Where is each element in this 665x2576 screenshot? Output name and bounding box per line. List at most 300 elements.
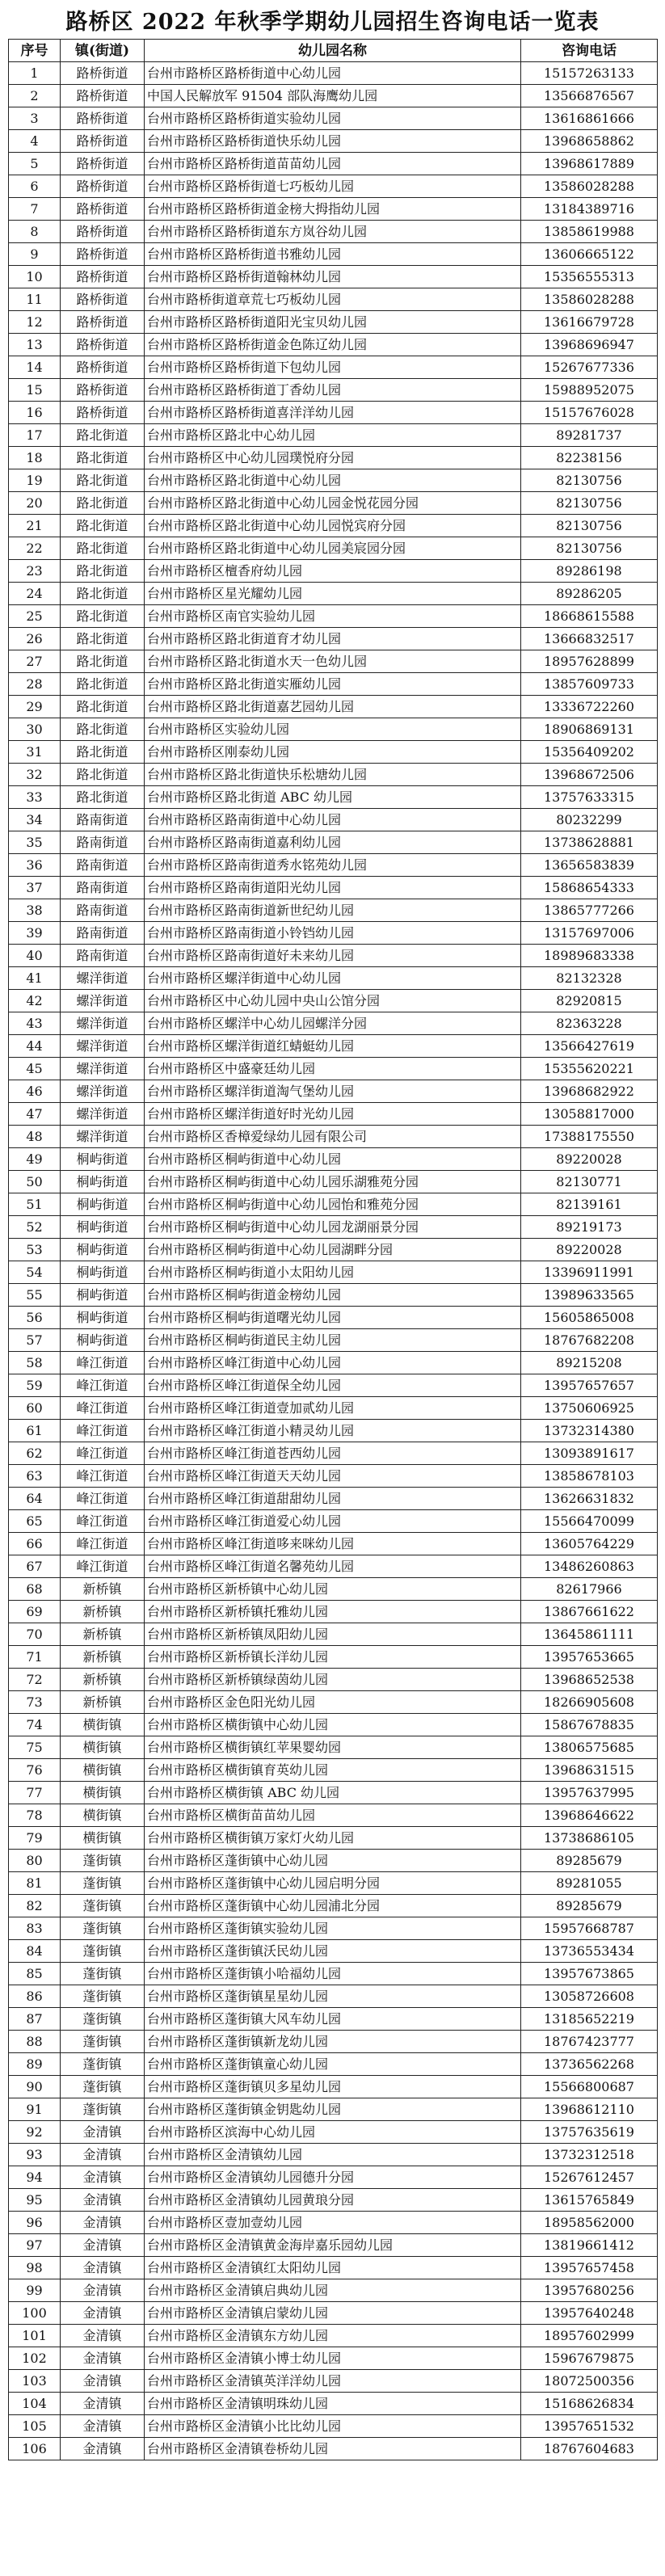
town-cell: 峰江街道 bbox=[61, 1374, 145, 1397]
town-cell: 峰江街道 bbox=[61, 1465, 145, 1488]
row-index: 39 bbox=[9, 922, 61, 945]
kindergarten-name-cell: 台州市路桥区路南街道好未来幼儿园 bbox=[145, 945, 521, 967]
row-index: 25 bbox=[9, 605, 61, 628]
town-cell: 路桥街道 bbox=[61, 266, 145, 288]
town-cell: 螺洋街道 bbox=[61, 1035, 145, 1058]
table-row bbox=[9, 243, 658, 266]
row-index: 8 bbox=[9, 221, 61, 243]
phone-cell: 18266905608 bbox=[521, 1691, 658, 1714]
town-cell: 桐屿街道 bbox=[61, 1193, 145, 1216]
table-row bbox=[9, 1239, 658, 1261]
kindergarten-name-cell: 台州市路桥区星光耀幼儿园 bbox=[145, 583, 521, 605]
kindergarten-name-cell: 台州市路桥区新桥镇长洋幼儿园 bbox=[145, 1646, 521, 1669]
phone-cell: 17388175550 bbox=[521, 1126, 658, 1148]
town-cell: 横街镇 bbox=[61, 1804, 145, 1827]
row-index: 24 bbox=[9, 583, 61, 605]
row-index: 40 bbox=[9, 945, 61, 967]
town-cell: 路北街道 bbox=[61, 786, 145, 809]
kindergarten-name-cell: 台州市路桥区横街镇红苹果婴幼园 bbox=[145, 1736, 521, 1759]
kindergarten-name-cell: 台州市路桥区中盛豪廷幼儿园 bbox=[145, 1058, 521, 1080]
phone-cell: 13968617889 bbox=[521, 153, 658, 175]
phone-cell: 80232299 bbox=[521, 809, 658, 831]
row-index: 15 bbox=[9, 379, 61, 402]
phone-cell: 89286198 bbox=[521, 560, 658, 583]
phone-cell: 13486260863 bbox=[521, 1555, 658, 1578]
row-index: 79 bbox=[9, 1827, 61, 1850]
town-cell: 路桥街道 bbox=[61, 243, 145, 266]
table-row bbox=[9, 2279, 658, 2302]
phone-cell: 13819661412 bbox=[521, 2234, 658, 2257]
table-row bbox=[9, 1442, 658, 1465]
phone-cell: 15356409202 bbox=[521, 741, 658, 764]
row-index: 35 bbox=[9, 831, 61, 854]
phone-cell: 13606665122 bbox=[521, 243, 658, 266]
row-index: 78 bbox=[9, 1804, 61, 1827]
town-cell: 路桥街道 bbox=[61, 107, 145, 130]
kindergarten-name-cell: 台州市路桥区路北街道嘉艺园幼儿园 bbox=[145, 696, 521, 718]
town-cell: 横街镇 bbox=[61, 1827, 145, 1850]
row-index: 34 bbox=[9, 809, 61, 831]
kindergarten-name-cell: 台州市路桥区桐屿街道中心幼儿园乐湖雅苑分园 bbox=[145, 1171, 521, 1193]
town-cell: 路桥街道 bbox=[61, 153, 145, 175]
town-cell: 路北街道 bbox=[61, 650, 145, 673]
row-index: 60 bbox=[9, 1397, 61, 1420]
phone-cell: 13968631515 bbox=[521, 1759, 658, 1782]
kindergarten-name-cell: 台州市路桥区金清镇东方幼儿园 bbox=[145, 2325, 521, 2347]
kindergarten-name-cell: 台州市路桥区蓬街镇大风车幼儿园 bbox=[145, 2008, 521, 2031]
kindergarten-name-cell: 台州市路桥区峰江街道保全幼儿园 bbox=[145, 1374, 521, 1397]
kindergarten-name-cell: 台州市路桥区新桥镇凤阳幼儿园 bbox=[145, 1623, 521, 1646]
town-cell: 路南街道 bbox=[61, 945, 145, 967]
town-cell: 横街镇 bbox=[61, 1736, 145, 1759]
kindergarten-name-cell: 台州市路桥区金清镇幼儿园德升分园 bbox=[145, 2166, 521, 2189]
phone-cell: 13968672506 bbox=[521, 764, 658, 786]
phone-cell: 18767423777 bbox=[521, 2031, 658, 2053]
kindergarten-name-cell: 台州市路桥区路北街道中心幼儿园金悦花园分园 bbox=[145, 492, 521, 515]
kindergarten-name-cell: 台州市路桥区桐屿街道民主幼儿园 bbox=[145, 1329, 521, 1352]
table-row bbox=[9, 877, 658, 899]
row-index: 53 bbox=[9, 1239, 61, 1261]
town-cell: 蓬街镇 bbox=[61, 2031, 145, 2053]
row-index: 1 bbox=[9, 62, 61, 85]
table-row bbox=[9, 1352, 658, 1374]
table-row bbox=[9, 967, 658, 990]
phone-cell: 13968612110 bbox=[521, 2098, 658, 2121]
kindergarten-name-cell: 台州市路桥区中心幼儿园中央山公馆分园 bbox=[145, 990, 521, 1012]
kindergarten-name-cell: 台州市路桥区蓬街镇金钥匙幼儿园 bbox=[145, 2098, 521, 2121]
table-row bbox=[9, 854, 658, 877]
row-index: 57 bbox=[9, 1329, 61, 1352]
kindergarten-name-cell: 台州市路桥区路南街道中心幼儿园 bbox=[145, 809, 521, 831]
kindergarten-name-cell: 台州市路桥区金清镇小比比幼儿园 bbox=[145, 2415, 521, 2438]
table-row bbox=[9, 1850, 658, 1872]
phone-cell: 15605865008 bbox=[521, 1307, 658, 1329]
phone-cell: 89281055 bbox=[521, 1872, 658, 1895]
kindergarten-name-cell: 台州市路桥街道章荒七巧板幼儿园 bbox=[145, 288, 521, 311]
kindergarten-name-cell: 台州市路桥区新桥镇托雅幼儿园 bbox=[145, 1601, 521, 1623]
phone-cell: 13656583839 bbox=[521, 854, 658, 877]
town-cell: 路南街道 bbox=[61, 899, 145, 922]
table-row bbox=[9, 1963, 658, 1985]
town-cell: 路桥街道 bbox=[61, 379, 145, 402]
row-index: 77 bbox=[9, 1782, 61, 1804]
town-cell: 蓬街镇 bbox=[61, 2098, 145, 2121]
town-cell: 蓬街镇 bbox=[61, 2008, 145, 2031]
table-row bbox=[9, 990, 658, 1012]
phone-cell: 89286205 bbox=[521, 583, 658, 605]
kindergarten-name-cell: 台州市路桥区峰江街道苍西幼儿园 bbox=[145, 1442, 521, 1465]
phone-cell: 13750606925 bbox=[521, 1397, 658, 1420]
town-cell: 路南街道 bbox=[61, 854, 145, 877]
table-row bbox=[9, 334, 658, 356]
town-cell: 路北街道 bbox=[61, 605, 145, 628]
phone-cell: 13586028288 bbox=[521, 288, 658, 311]
phone-cell: 13957637995 bbox=[521, 1782, 658, 1804]
kindergarten-name-cell: 台州市路桥区螺洋街道中心幼儿园 bbox=[145, 967, 521, 990]
town-cell: 金清镇 bbox=[61, 2393, 145, 2415]
kindergarten-name-cell: 台州市路桥区路桥街道阳光宝贝幼儿园 bbox=[145, 311, 521, 334]
table-row bbox=[9, 2098, 658, 2121]
town-cell: 桐屿街道 bbox=[61, 1216, 145, 1239]
town-cell: 螺洋街道 bbox=[61, 1012, 145, 1035]
phone-cell: 15988952075 bbox=[521, 379, 658, 402]
phone-cell: 15967679875 bbox=[521, 2347, 658, 2370]
kindergarten-name-cell: 台州市路桥区峰江街道小精灵幼儿园 bbox=[145, 1420, 521, 1442]
table-row bbox=[9, 718, 658, 741]
phone-cell: 15157676028 bbox=[521, 402, 658, 424]
phone-cell: 18668615588 bbox=[521, 605, 658, 628]
phone-cell: 13968646622 bbox=[521, 1804, 658, 1827]
row-index: 33 bbox=[9, 786, 61, 809]
table-row bbox=[9, 2438, 658, 2460]
table-row bbox=[9, 447, 658, 469]
table-row bbox=[9, 221, 658, 243]
row-index: 89 bbox=[9, 2053, 61, 2076]
row-index: 98 bbox=[9, 2257, 61, 2279]
town-cell: 路北街道 bbox=[61, 537, 145, 560]
kindergarten-name-cell: 台州市路桥区蓬街镇实验幼儿园 bbox=[145, 1917, 521, 1940]
table-row bbox=[9, 1759, 658, 1782]
row-index: 23 bbox=[9, 560, 61, 583]
town-cell: 横街镇 bbox=[61, 1759, 145, 1782]
phone-cell: 13968658862 bbox=[521, 130, 658, 153]
row-index: 50 bbox=[9, 1171, 61, 1193]
town-cell: 路桥街道 bbox=[61, 311, 145, 334]
town-cell: 路北街道 bbox=[61, 469, 145, 492]
row-index: 5 bbox=[9, 153, 61, 175]
town-cell: 蓬街镇 bbox=[61, 1850, 145, 1872]
town-cell: 路南街道 bbox=[61, 877, 145, 899]
phone-cell: 13566427619 bbox=[521, 1035, 658, 1058]
table-row bbox=[9, 379, 658, 402]
phone-cell: 15566470099 bbox=[521, 1510, 658, 1533]
town-cell: 路北街道 bbox=[61, 696, 145, 718]
phone-cell: 13957653665 bbox=[521, 1646, 658, 1669]
kindergarten-name-cell: 台州市路桥区新桥镇绿茵幼儿园 bbox=[145, 1669, 521, 1691]
phone-cell: 13957680256 bbox=[521, 2279, 658, 2302]
kindergarten-name-cell: 台州市路桥区横街苗苗幼儿园 bbox=[145, 1804, 521, 1827]
table-row bbox=[9, 1374, 658, 1397]
table-row bbox=[9, 1895, 658, 1917]
town-cell: 路桥街道 bbox=[61, 402, 145, 424]
town-cell: 螺洋街道 bbox=[61, 990, 145, 1012]
town-cell: 路北街道 bbox=[61, 628, 145, 650]
table-row bbox=[9, 628, 658, 650]
table-row bbox=[9, 786, 658, 809]
phone-cell: 13586028288 bbox=[521, 175, 658, 198]
kindergarten-name-cell: 台州市路桥区刚泰幼儿园 bbox=[145, 741, 521, 764]
phone-cell: 82130756 bbox=[521, 492, 658, 515]
phone-cell: 13736562268 bbox=[521, 2053, 658, 2076]
kindergarten-name-cell: 台州市路桥区蓬街镇中心幼儿园 bbox=[145, 1850, 521, 1872]
row-index: 71 bbox=[9, 1646, 61, 1669]
kindergarten-name-cell: 台州市路桥区路桥街道东方岚谷幼儿园 bbox=[145, 221, 521, 243]
kindergarten-name-cell: 台州市路桥区路桥街道翰林幼儿园 bbox=[145, 266, 521, 288]
town-cell: 金清镇 bbox=[61, 2370, 145, 2393]
town-cell: 路北街道 bbox=[61, 424, 145, 447]
town-cell: 蓬街镇 bbox=[61, 1917, 145, 1940]
table-row bbox=[9, 1578, 658, 1601]
table-row bbox=[9, 1533, 658, 1555]
row-index: 85 bbox=[9, 1963, 61, 1985]
phone-cell: 13605764229 bbox=[521, 1533, 658, 1555]
phone-cell: 18767604683 bbox=[521, 2438, 658, 2460]
kindergarten-name-cell: 台州市路桥区路北街道中心幼儿园美宸园分园 bbox=[145, 537, 521, 560]
kindergarten-name-cell: 台州市路桥区路桥街道金色陈辽幼儿园 bbox=[145, 334, 521, 356]
phone-cell: 13957657657 bbox=[521, 1374, 658, 1397]
town-cell: 蓬街镇 bbox=[61, 2053, 145, 2076]
row-index: 32 bbox=[9, 764, 61, 786]
row-index: 45 bbox=[9, 1058, 61, 1080]
kindergarten-name-cell: 台州市路桥区金清镇黄金海岸嘉乐园幼儿园 bbox=[145, 2234, 521, 2257]
table-row bbox=[9, 311, 658, 334]
kindergarten-name-cell: 台州市路桥区壹加壹幼儿园 bbox=[145, 2212, 521, 2234]
table-row bbox=[9, 2393, 658, 2415]
town-cell: 桐屿街道 bbox=[61, 1261, 145, 1284]
table-row bbox=[9, 2234, 658, 2257]
kindergarten-name-cell: 台州市路桥区路北街道快乐松塘幼儿园 bbox=[145, 764, 521, 786]
kindergarten-name-cell: 台州市路桥区新桥镇中心幼儿园 bbox=[145, 1578, 521, 1601]
town-cell: 路桥街道 bbox=[61, 130, 145, 153]
town-cell: 金清镇 bbox=[61, 2438, 145, 2460]
table-row bbox=[9, 605, 658, 628]
kindergarten-name-cell: 台州市路桥区路北街道中心幼儿园 bbox=[145, 469, 521, 492]
town-cell: 路桥街道 bbox=[61, 175, 145, 198]
table-row bbox=[9, 1488, 658, 1510]
row-index: 47 bbox=[9, 1103, 61, 1126]
table-row bbox=[9, 424, 658, 447]
table-row bbox=[9, 1714, 658, 1736]
table-row bbox=[9, 809, 658, 831]
row-index: 67 bbox=[9, 1555, 61, 1578]
table-row bbox=[9, 2189, 658, 2212]
row-index: 68 bbox=[9, 1578, 61, 1601]
town-cell: 路北街道 bbox=[61, 718, 145, 741]
row-index: 21 bbox=[9, 515, 61, 537]
phone-cell: 15168626834 bbox=[521, 2393, 658, 2415]
phone-cell: 13058817000 bbox=[521, 1103, 658, 1126]
row-index: 58 bbox=[9, 1352, 61, 1374]
phone-cell: 13989633565 bbox=[521, 1284, 658, 1307]
town-cell: 金清镇 bbox=[61, 2166, 145, 2189]
row-index: 94 bbox=[9, 2166, 61, 2189]
kindergarten-name-cell: 台州市路桥区蓬街镇童心幼儿园 bbox=[145, 2053, 521, 2076]
phone-cell: 15267677336 bbox=[521, 356, 658, 379]
phone-cell: 82130756 bbox=[521, 537, 658, 560]
table-row bbox=[9, 1329, 658, 1352]
table-row bbox=[9, 62, 658, 85]
phone-cell: 13968696947 bbox=[521, 334, 658, 356]
table-row bbox=[9, 1782, 658, 1804]
kindergarten-name-cell: 台州市路桥区螺洋街道红蜻蜓幼儿园 bbox=[145, 1035, 521, 1058]
table-row bbox=[9, 537, 658, 560]
kindergarten-name-cell: 台州市路桥区路南街道阳光幼儿园 bbox=[145, 877, 521, 899]
table-row bbox=[9, 2325, 658, 2347]
phone-cell: 13666832517 bbox=[521, 628, 658, 650]
table-row bbox=[9, 1284, 658, 1307]
town-cell: 新桥镇 bbox=[61, 1623, 145, 1646]
kindergarten-name-cell: 台州市路桥区路桥街道金榜大拇指幼儿园 bbox=[145, 198, 521, 221]
kindergarten-name-cell: 台州市路桥区路桥街道实验幼儿园 bbox=[145, 107, 521, 130]
kindergarten-name-cell: 台州市路桥区路桥街道中心幼儿园 bbox=[145, 62, 521, 85]
phone-cell: 18957628899 bbox=[521, 650, 658, 673]
kindergarten-name-cell: 台州市路桥区蓬街镇贝多星幼儿园 bbox=[145, 2076, 521, 2098]
row-index: 65 bbox=[9, 1510, 61, 1533]
phone-cell: 13616861666 bbox=[521, 107, 658, 130]
row-index: 48 bbox=[9, 1126, 61, 1148]
kindergarten-name-cell: 台州市路桥区峰江街道名馨苑幼儿园 bbox=[145, 1555, 521, 1578]
row-index: 36 bbox=[9, 854, 61, 877]
row-index: 46 bbox=[9, 1080, 61, 1103]
table-row bbox=[9, 85, 658, 107]
row-index: 38 bbox=[9, 899, 61, 922]
town-cell: 蓬街镇 bbox=[61, 1895, 145, 1917]
phone-cell: 13736553434 bbox=[521, 1940, 658, 1963]
table-row bbox=[9, 2166, 658, 2189]
town-cell: 峰江街道 bbox=[61, 1442, 145, 1465]
row-index: 95 bbox=[9, 2189, 61, 2212]
phone-cell: 13957651532 bbox=[521, 2415, 658, 2438]
table-row bbox=[9, 1804, 658, 1827]
row-index: 100 bbox=[9, 2302, 61, 2325]
phone-cell: 89285679 bbox=[521, 1850, 658, 1872]
phone-cell: 13957640248 bbox=[521, 2302, 658, 2325]
town-cell: 路桥街道 bbox=[61, 221, 145, 243]
row-index: 44 bbox=[9, 1035, 61, 1058]
phone-cell: 18906869131 bbox=[521, 718, 658, 741]
phone-cell: 13738686105 bbox=[521, 1827, 658, 1850]
table-row bbox=[9, 1080, 658, 1103]
row-index: 102 bbox=[9, 2347, 61, 2370]
town-cell: 金清镇 bbox=[61, 2212, 145, 2234]
kindergarten-name-cell: 台州市路桥区蓬街镇新龙幼儿园 bbox=[145, 2031, 521, 2053]
row-index: 43 bbox=[9, 1012, 61, 1035]
kindergarten-name-cell: 台州市路桥区路南街道秀水铭苑幼儿园 bbox=[145, 854, 521, 877]
row-index: 41 bbox=[9, 967, 61, 990]
table-row bbox=[9, 107, 658, 130]
table-row bbox=[9, 1126, 658, 1148]
table-row bbox=[9, 1646, 658, 1669]
kindergarten-name-cell: 台州市路桥区峰江街道甜甜幼儿园 bbox=[145, 1488, 521, 1510]
phone-cell: 15867678835 bbox=[521, 1714, 658, 1736]
kindergarten-name-cell: 台州市路桥区桐屿街道中心幼儿园怡和雅苑分园 bbox=[145, 1193, 521, 1216]
phone-cell: 13968682922 bbox=[521, 1080, 658, 1103]
table-row bbox=[9, 1555, 658, 1578]
phone-cell: 18072500356 bbox=[521, 2370, 658, 2393]
table-row bbox=[9, 1691, 658, 1714]
town-cell: 蓬街镇 bbox=[61, 1985, 145, 2008]
table-row bbox=[9, 696, 658, 718]
row-index: 12 bbox=[9, 311, 61, 334]
table-row bbox=[9, 1216, 658, 1239]
phone-cell: 15356555313 bbox=[521, 266, 658, 288]
row-index: 28 bbox=[9, 673, 61, 696]
kindergarten-name-cell: 台州市路桥区金清镇红太阳幼儿园 bbox=[145, 2257, 521, 2279]
header-phone: 咨询电话 bbox=[521, 40, 658, 62]
town-cell: 路桥街道 bbox=[61, 288, 145, 311]
town-cell: 路北街道 bbox=[61, 764, 145, 786]
kindergarten-name-cell: 台州市路桥区横街镇万家灯火幼儿园 bbox=[145, 1827, 521, 1850]
town-cell: 路南街道 bbox=[61, 809, 145, 831]
table-header-row bbox=[9, 40, 658, 62]
kindergarten-name-cell: 台州市路桥区螺洋街道好时光幼儿园 bbox=[145, 1103, 521, 1126]
kindergarten-name-cell: 台州市路桥区蓬街镇中心幼儿园浦北分园 bbox=[145, 1895, 521, 1917]
table-row bbox=[9, 2076, 658, 2098]
phone-cell: 13093891617 bbox=[521, 1442, 658, 1465]
phone-cell: 13645861111 bbox=[521, 1623, 658, 1646]
table-row bbox=[9, 1465, 658, 1488]
kindergarten-name-cell: 台州市路桥区路南街道新世纪幼儿园 bbox=[145, 899, 521, 922]
table-row bbox=[9, 741, 658, 764]
table-row bbox=[9, 1261, 658, 1284]
row-index: 72 bbox=[9, 1669, 61, 1691]
kindergarten-name-cell: 台州市路桥区南官实验幼儿园 bbox=[145, 605, 521, 628]
kindergarten-name-cell: 台州市路桥区路北街道水天一色幼儿园 bbox=[145, 650, 521, 673]
town-cell: 螺洋街道 bbox=[61, 967, 145, 990]
phone-cell: 15868654333 bbox=[521, 877, 658, 899]
table-row bbox=[9, 288, 658, 311]
table-row bbox=[9, 2008, 658, 2031]
kindergarten-name-cell: 台州市路桥区峰江街道爱心幼儿园 bbox=[145, 1510, 521, 1533]
town-cell: 新桥镇 bbox=[61, 1669, 145, 1691]
town-cell: 峰江街道 bbox=[61, 1352, 145, 1374]
row-index: 51 bbox=[9, 1193, 61, 1216]
row-index: 29 bbox=[9, 696, 61, 718]
table-row bbox=[9, 2415, 658, 2438]
phone-cell: 82238156 bbox=[521, 447, 658, 469]
town-cell: 峰江街道 bbox=[61, 1510, 145, 1533]
town-cell: 桐屿街道 bbox=[61, 1284, 145, 1307]
row-index: 11 bbox=[9, 288, 61, 311]
phone-cell: 13185652219 bbox=[521, 2008, 658, 2031]
table-row bbox=[9, 1940, 658, 1963]
table-row bbox=[9, 2144, 658, 2166]
row-index: 86 bbox=[9, 1985, 61, 2008]
phone-cell: 13336722260 bbox=[521, 696, 658, 718]
phone-cell: 82617966 bbox=[521, 1578, 658, 1601]
kindergarten-name-cell: 台州市路桥区桐屿街道中心幼儿园 bbox=[145, 1148, 521, 1171]
phone-cell: 82130756 bbox=[521, 515, 658, 537]
kindergarten-name-cell: 台州市路桥区金清镇卷桥幼儿园 bbox=[145, 2438, 521, 2460]
kindergarten-name-cell: 台州市路桥区路桥街道苗苗幼儿园 bbox=[145, 153, 521, 175]
row-index: 61 bbox=[9, 1420, 61, 1442]
row-index: 6 bbox=[9, 175, 61, 198]
row-index: 101 bbox=[9, 2325, 61, 2347]
kindergarten-name-cell: 台州市路桥区金清镇英洋洋幼儿园 bbox=[145, 2370, 521, 2393]
kindergarten-name-cell: 台州市路桥区螺洋街道淘气堡幼儿园 bbox=[145, 1080, 521, 1103]
row-index: 83 bbox=[9, 1917, 61, 1940]
table-row bbox=[9, 899, 658, 922]
